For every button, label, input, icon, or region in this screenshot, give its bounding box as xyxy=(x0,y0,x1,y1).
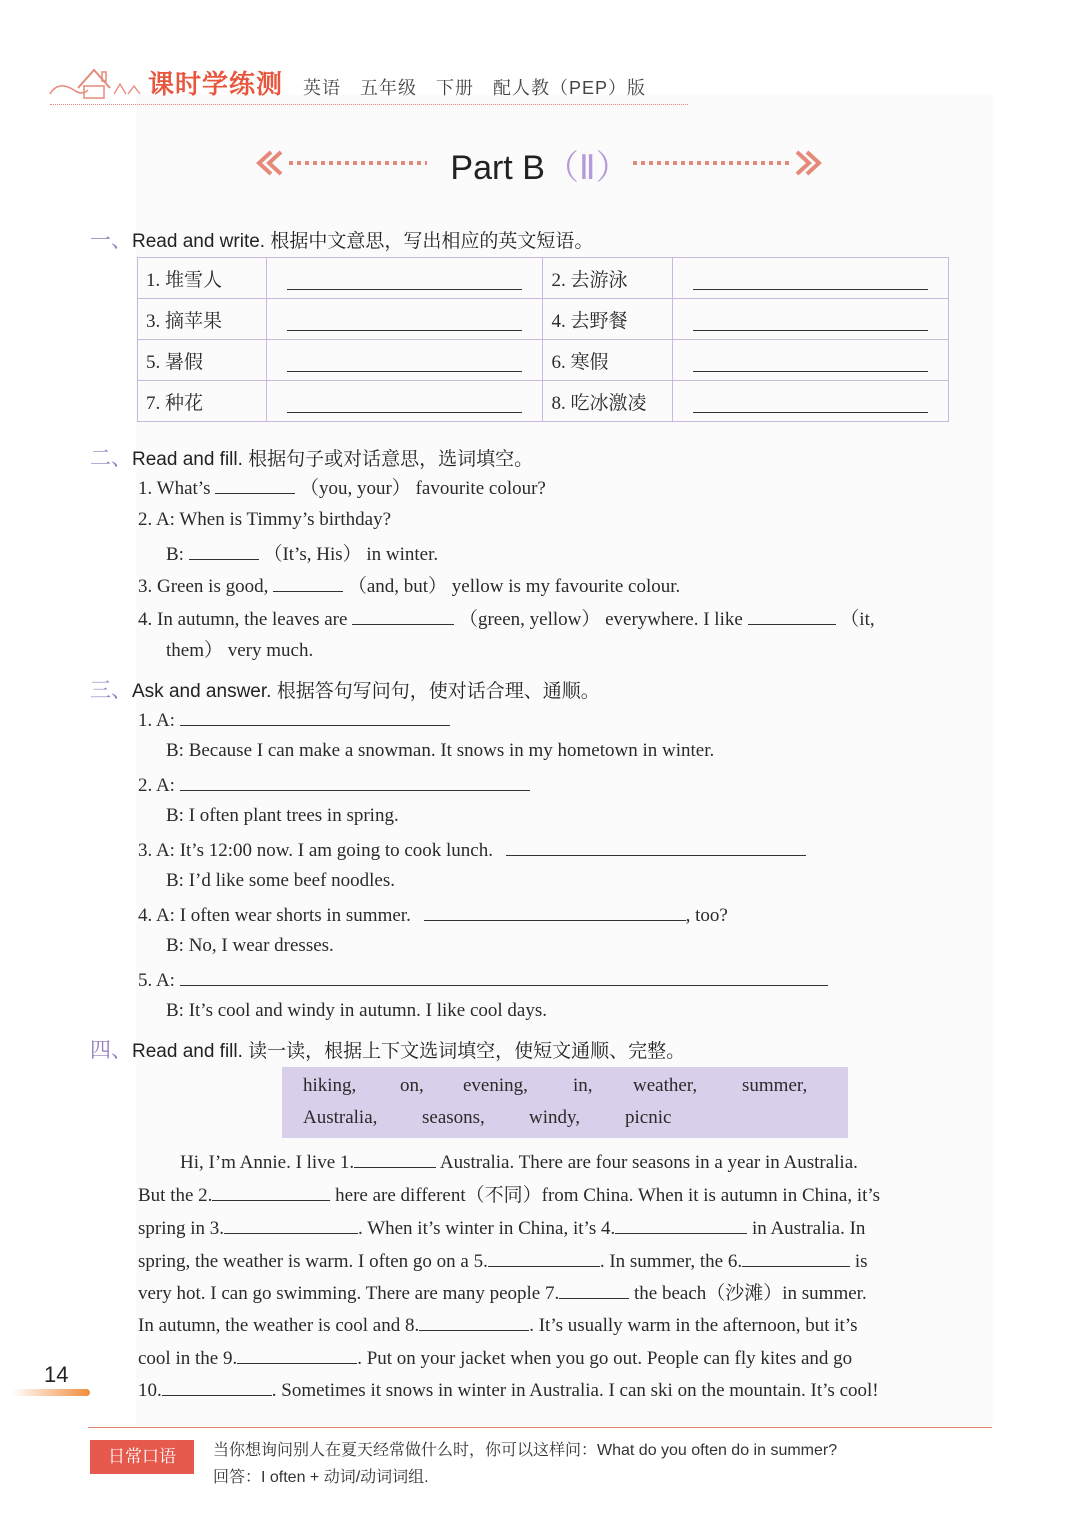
page-number-bar xyxy=(12,1389,90,1396)
answer-blank[interactable] xyxy=(419,1312,529,1331)
question-text: B: I’d like some beef noodles. xyxy=(166,870,396,891)
question-text: （green, yellow） everywhere. I like xyxy=(458,609,743,630)
answer-line xyxy=(693,349,928,372)
answer-blank[interactable] xyxy=(352,606,454,625)
passage-text: here are different（不同）from China. When it is autumn in China, it’s xyxy=(335,1185,881,1206)
section-3-number: 三、 xyxy=(90,679,132,702)
answer-cell[interactable] xyxy=(672,340,948,381)
answer-blank[interactable] xyxy=(215,475,295,494)
passage-text: But the xyxy=(138,1185,194,1206)
footer-tip-line-1: 当你想询问别人在夏天经常做什么时，你可以这样问：What do you often do in summer? xyxy=(213,1442,838,1459)
blank-number: 7. xyxy=(544,1283,560,1304)
question-3-1a xyxy=(138,707,450,733)
question-3-4a xyxy=(138,902,728,928)
passage-line-5 xyxy=(138,1280,867,1306)
question-3-4b xyxy=(166,934,334,958)
blank-number: 2. xyxy=(198,1185,213,1206)
table-row xyxy=(138,381,949,422)
answer-blank[interactable] xyxy=(615,1215,747,1234)
answer-cell[interactable] xyxy=(672,299,948,340)
footer-divider xyxy=(88,1427,992,1428)
section-2-heading xyxy=(90,442,533,472)
section-4-text: Read and fill. 读一读，根据上下文选词填空，使短文通顺、完整。 xyxy=(132,1041,686,1062)
section-2-number: 二、 xyxy=(90,447,132,470)
part-heading-paren: （Ⅱ） xyxy=(544,149,630,187)
daily-phrase-badge: 日常口语 xyxy=(90,1440,194,1474)
question-text: （you, your） favourite colour? xyxy=(299,478,546,499)
word-bank-item: weather, xyxy=(633,1075,698,1096)
answer-cell[interactable] xyxy=(267,340,543,381)
house-logo-icon xyxy=(48,60,148,102)
blank-number: 4. xyxy=(600,1218,616,1239)
question-text: （and, but） yellow is my favourite colour. xyxy=(347,576,681,597)
word-bank xyxy=(282,1067,848,1138)
answer-line xyxy=(287,308,522,331)
answer-blank[interactable] xyxy=(237,1345,357,1364)
passage-line-2 xyxy=(138,1182,880,1208)
table-cell-label: 7. 种花 xyxy=(138,381,267,422)
blank-number: 6. xyxy=(727,1251,743,1272)
part-title xyxy=(255,140,825,187)
question-text: B: No, I wear dresses. xyxy=(166,935,334,956)
answer-line xyxy=(693,390,928,413)
blank-number: 10. xyxy=(138,1380,162,1401)
table-cell-label: 4. 去野餐 xyxy=(543,299,672,340)
table-cell-label: 8. 吃冰激凌 xyxy=(543,381,672,422)
question-2-4-cont xyxy=(166,639,313,663)
question-text: 5. A: xyxy=(138,970,175,991)
table-row xyxy=(138,258,949,299)
passage-text: . It’s usually warm in the afternoon, but it’s xyxy=(529,1315,858,1336)
passage-text: spring in xyxy=(138,1218,206,1239)
answer-blank[interactable] xyxy=(748,606,836,625)
question-text: 4. A: I often wear shorts in summer. xyxy=(138,905,411,926)
question-text: （It’s, His） in winter. xyxy=(263,544,439,565)
passage-line-3 xyxy=(138,1215,865,1241)
question-3-3b xyxy=(166,869,395,893)
question-3-3a xyxy=(138,837,806,863)
passage-line-7 xyxy=(138,1345,852,1371)
passage-text: cool in the xyxy=(138,1348,219,1369)
answer-line xyxy=(693,308,928,331)
question-text: 4. In autumn, the leaves are xyxy=(138,609,348,630)
passage-text: spring, the weather is warm. I often go on a xyxy=(138,1251,469,1272)
answer-blank[interactable] xyxy=(162,1377,272,1396)
passage-text: very hot. I can go swimming. There are many people xyxy=(138,1283,541,1304)
answer-blank[interactable] xyxy=(189,541,259,560)
question-text: them） very much. xyxy=(166,640,314,661)
word-bank-item: hiking, xyxy=(303,1075,357,1096)
question-text: 1. A: xyxy=(138,710,175,731)
blank-number: 5. xyxy=(473,1251,488,1272)
passage-text: Australia. There are four seasons in a year in Australia. xyxy=(439,1152,858,1173)
question-text: B: xyxy=(166,544,184,565)
table-cell-label: 1. 堆雪人 xyxy=(138,258,267,299)
word-bank-item: summer, xyxy=(742,1075,808,1096)
section-2-text: Read and fill. 根据句子或对话意思，选词填空。 xyxy=(132,449,534,470)
passage-text: . When it’s winter in China, it’s xyxy=(358,1218,597,1239)
table-row xyxy=(138,340,949,381)
answer-blank[interactable] xyxy=(354,1149,436,1168)
answer-blank[interactable] xyxy=(273,573,343,592)
answer-blank[interactable] xyxy=(180,967,828,986)
section-1-number: 一、 xyxy=(90,229,132,252)
passage-text: . Put on your jacket when you go out. People can fly kites and go xyxy=(357,1348,853,1369)
question-2-1 xyxy=(138,475,546,501)
section-3-text: Ask and answer. 根据答句写问句，使对话合理、通顺。 xyxy=(132,681,600,702)
answer-blank[interactable] xyxy=(559,1280,629,1299)
question-3-2b xyxy=(166,804,399,828)
word-bank-item: windy, xyxy=(529,1107,581,1128)
question-2-4 xyxy=(138,606,875,632)
passage-text: In autumn, the weather is cool and xyxy=(138,1315,401,1336)
question-3-5a xyxy=(138,967,828,993)
answer-line xyxy=(287,390,522,413)
blank-number: 1. xyxy=(339,1152,355,1173)
section-1-text: Read and write. 根据中文意思，写出相应的英文短语。 xyxy=(132,231,594,252)
answer-cell[interactable] xyxy=(672,381,948,422)
passage-text: is xyxy=(854,1251,868,1272)
answer-line xyxy=(287,267,522,290)
word-bank-item: picnic xyxy=(625,1107,672,1128)
footer-tip-line-2: 回答：I often + 动词/动词词组. xyxy=(213,1469,429,1486)
question-text: 2. A: xyxy=(138,775,175,796)
answer-blank[interactable] xyxy=(506,837,806,856)
answer-blank[interactable] xyxy=(180,707,450,726)
part-heading-main: Part B xyxy=(450,149,545,187)
word-bank-item: in, xyxy=(573,1075,593,1096)
question-text: 2. A: When is Timmy’s birthday? xyxy=(138,509,392,530)
word-bank-item: on, xyxy=(400,1075,424,1096)
answer-line xyxy=(693,267,928,290)
passage-text: . In summer, the xyxy=(599,1251,724,1272)
page-number: 14 xyxy=(44,1362,69,1387)
answer-cell[interactable] xyxy=(672,258,948,299)
right-arrow-icon xyxy=(633,148,825,178)
header-divider xyxy=(50,104,688,105)
section-1-heading xyxy=(90,224,593,254)
question-text: 3. A: It’s 12:00 now. I am going to cook lunch. xyxy=(138,840,493,861)
section-4-heading xyxy=(90,1034,685,1064)
table-cell-label: 2. 去游泳 xyxy=(543,258,672,299)
blank-number: 8. xyxy=(404,1315,420,1336)
question-3-2a xyxy=(138,772,530,798)
question-2-3 xyxy=(138,573,680,599)
answer-blank[interactable] xyxy=(224,1215,358,1234)
passage-line-8 xyxy=(138,1377,879,1403)
question-text: , too? xyxy=(685,905,728,926)
word-bank-item: Australia, xyxy=(303,1107,378,1128)
question-3-5b xyxy=(166,999,547,1023)
table-row xyxy=(138,299,949,340)
question-text: （it, xyxy=(840,609,875,630)
passage-text: in Australia. In xyxy=(751,1218,866,1239)
book-subtitle: 英语 五年级 下册 配人教（PEP）版 xyxy=(303,78,647,98)
passage-text: Hi, I’m Annie. I live xyxy=(180,1152,336,1173)
question-text: B: I often plant trees in spring. xyxy=(166,805,399,826)
passage-text: . Sometimes it snows in winter in Australia. I can ski on the mountain. It’s cool! xyxy=(271,1380,879,1401)
brand-title: 课时学练测 xyxy=(148,69,284,99)
table-cell-label: 3. 摘苹果 xyxy=(138,299,267,340)
passage-line-1 xyxy=(180,1149,858,1175)
answer-line xyxy=(287,349,522,372)
question-2-2b xyxy=(166,541,438,567)
passage-line-4 xyxy=(138,1248,868,1274)
passage-line-6 xyxy=(138,1312,857,1338)
section-3-heading xyxy=(90,674,600,704)
vocab-table xyxy=(137,257,949,422)
question-text: 3. Green is good, xyxy=(138,576,269,597)
passage-text: the beach（沙滩）in summer. xyxy=(633,1283,867,1304)
word-bank-item: seasons, xyxy=(422,1107,485,1128)
section-4-number: 四、 xyxy=(90,1039,132,1062)
answer-cell[interactable] xyxy=(267,299,543,340)
answer-blank[interactable] xyxy=(180,772,530,791)
blank-number: 3. xyxy=(209,1218,225,1239)
blank-number: 9. xyxy=(222,1348,238,1369)
answer-cell[interactable] xyxy=(267,381,543,422)
question-2-2a xyxy=(138,508,391,532)
table-cell-label: 6. 寒假 xyxy=(543,340,672,381)
question-text: B: It’s cool and windy in autumn. I like cool days. xyxy=(166,1000,548,1021)
answer-blank[interactable] xyxy=(212,1182,330,1201)
question-text: 1. What’s xyxy=(138,478,211,499)
question-3-1b xyxy=(166,739,714,763)
answer-cell[interactable] xyxy=(267,258,543,299)
word-bank-item: evening, xyxy=(463,1075,528,1096)
answer-blank[interactable] xyxy=(488,1248,600,1267)
question-text: B: Because I can make a snowman. It snows in my hometown in winter. xyxy=(166,740,715,761)
answer-blank[interactable] xyxy=(742,1248,850,1267)
table-cell-label: 5. 暑假 xyxy=(138,340,267,381)
answer-blank[interactable] xyxy=(424,902,686,921)
